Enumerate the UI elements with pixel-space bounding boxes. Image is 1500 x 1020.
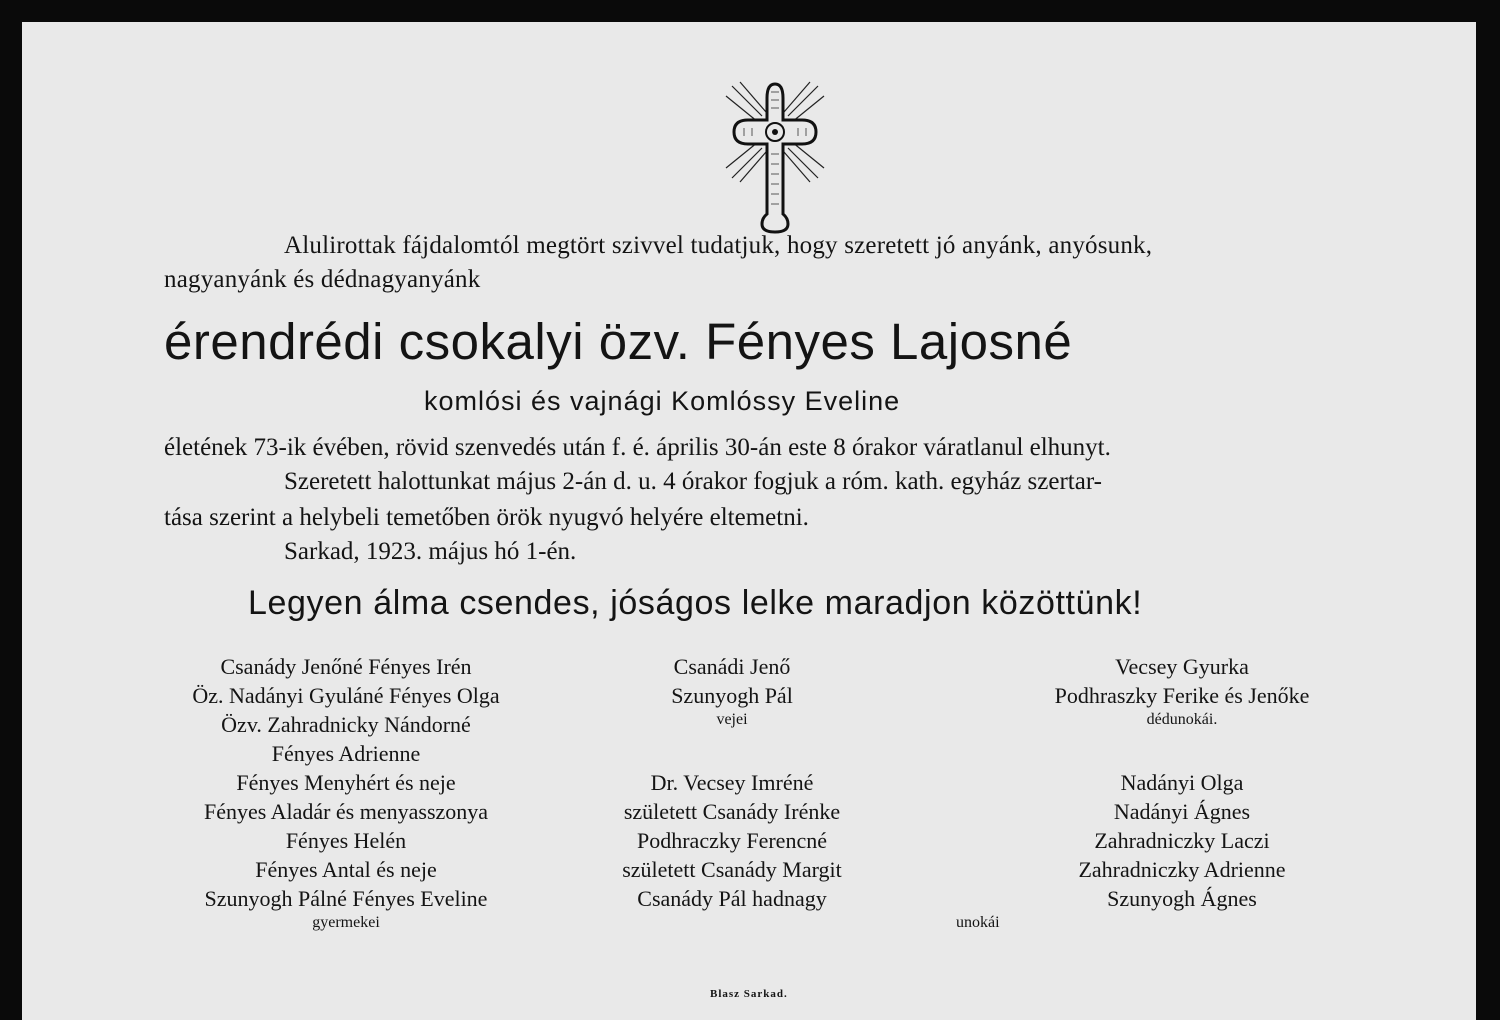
mourner-name: Csanádi Jenő	[673, 654, 791, 679]
mourner-name: Fényes Aladár és menyasszonya	[203, 799, 489, 824]
body-line-1: életének 73-ik évében, rövid szenvedés után f. é. április 30-án este 8 órakor váratlanul elhunyt.	[164, 434, 1111, 461]
mourner-name: Fényes Adrienne	[271, 741, 421, 766]
mourner-name: Dr. Vecsey Imréné	[650, 770, 814, 795]
mourner-name: Öz. Nadányi Gyuláné Fényes Olga	[192, 683, 500, 708]
children-column	[136, 652, 556, 933]
mourner-name: Nadányi Ágnes	[1113, 799, 1251, 824]
mourner-name: Özv. Zahradnicky Nándorné	[221, 712, 471, 737]
mourner-name: Nadányi Olga	[1120, 770, 1244, 795]
mourner-name: született Csanády Irénke	[623, 799, 841, 824]
mourner-name: Podhraszky Ferike és Jenőke	[1054, 683, 1310, 708]
cross-icon	[722, 78, 828, 236]
mourner-name: Vecsey Gyurka	[1115, 654, 1249, 679]
mourner-name: Podhraczky Ferencné	[637, 828, 827, 853]
printer-imprint: Blasz Sarkad.	[710, 988, 788, 1000]
mourner-name: Csanády Pál hadnagy	[637, 886, 827, 911]
mourner-name: Szunyogh Pál	[671, 683, 793, 708]
deceased-name: érendrédi csokalyi özv. Fényes Lajosné	[164, 313, 1073, 370]
group-caption-great-grandchildren: dédunokái.	[1146, 711, 1218, 728]
mourner-name: Fényes Menyhért és neje	[236, 770, 456, 795]
mourner-name: született Csanády Margit	[622, 857, 842, 882]
great-grandchildren-column	[982, 652, 1382, 730]
group-caption-grandchildren: unokái	[956, 914, 1000, 931]
mourner-name: Csanády Jenőné Fényes Irén	[220, 654, 472, 679]
mourner-name: Zahradniczky Adrienne	[1078, 857, 1286, 882]
intro-line-2: nagyanyánk és dédnagyanyánk	[164, 266, 481, 293]
sons-in-law-column	[592, 652, 872, 730]
mourner-name: Zahradniczky Laczi	[1094, 828, 1270, 853]
obituary-card	[22, 22, 1476, 1020]
group-caption-children: gyermekei	[312, 914, 380, 931]
mourner-name: Fényes Helén	[285, 828, 407, 853]
place-date: Sarkad, 1923. május hó 1-én.	[284, 538, 577, 565]
mourner-name: Szunyogh Pálné Fényes Eveline	[204, 886, 488, 911]
mourner-name: Fényes Antal és neje	[255, 857, 437, 882]
deceased-maiden-name: komlósi és vajnági Komlóssy Eveline	[424, 386, 901, 416]
motto: Legyen álma csendes, jóságos lelke maradjon közöttünk!	[248, 584, 1143, 622]
grandchildren-column-b	[1022, 768, 1342, 913]
body-line-2: Szeretett halottunkat május 2-án d. u. 4 órakor fogjuk a róm. kath. egyház szertar-	[284, 468, 1102, 495]
grandchildren-column-a	[582, 768, 882, 913]
group-caption-sons-in-law: vejei	[716, 711, 748, 728]
mourner-name: Szunyogh Ágnes	[1107, 886, 1257, 911]
intro-line-1: Alulirottak fájdalomtól megtört szivvel tudatjuk, hogy szeretett jó anyánk, anyósunk,	[284, 232, 1153, 259]
body-line-3: tása szerint a helybeli temetőben örök nyugvó helyére eltemetni.	[164, 504, 809, 531]
